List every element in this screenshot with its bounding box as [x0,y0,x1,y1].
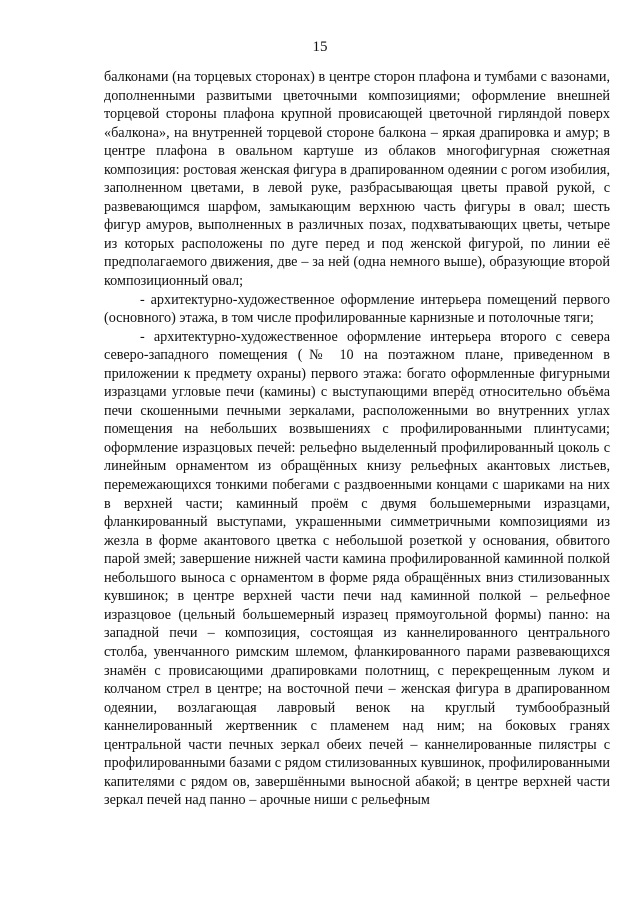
paragraph-first-floor-interior: - архитектурно-художественное оформление интерьера помещений первого (основного) этажа, в том числе профилированные карнизные и потолочные тяги; [104,291,610,327]
page-number: 15 [312,39,328,55]
paragraph-room-10-stoves: - архитектурно-художественное оформление интерьера второго с севера северо-западного помещения (№ 10 на поэтажном плане, приведенном в приложении к предмету охраны) первого этажа: богато оформленные фигурными изразцами угловые печи (камины) с выступающими вперёд относительно объёма печи скошенными печными зеркалами, расположенными во внутренних углах помещения на небольших возвышениях с профилированными плинтусами; оформление изразцовых печей: рельефно выделенный профилированный цоколь с линейным орнаментом из обращённых книзу рельефных акантовых листьев, перемежающихся тонкими побегами с раздвоенными концами с шариками на них в верхней части; каминный проём с двумя большемерными изразцами, фланкированный выступами, украшенными симметричными композициями из жезла в форме акантового цветка с небольшой розеткой у основания, обвитого парой змей; завершение нижней части камина профилированной каминной полкой небольшого выноса с орнаментом в форме ряда обращённых вниз стилизованных кувшинок; в центре верхней части печи над каминной полкой – рельефное изразцовое (цельный большемерный изразец прямоугольной формы) панно: на западной печи – композиция, состоящая из каннелированного центрального столба, увенчанного римским шлемом, фланкированного парами развевающихся знамён с провисающими драпировками полотнищ, с перекрещенным луком и колчаном стрел в центре; на восточной печи – женская фигура в драпированном одеянии, возлагающая лавровый венок на круглый тумбообразный каннелированный жертвенник с пламенем над ним; на боковых гранях центральной части печных зеркал обеих печей – каннелированные пилястры с профилированными базами с рядом стилизованных кувшинок, профилированными капителями с рядом ов, завершёнными выносной абакой; в центре верхней части зеркал печей над панно – арочные ниши с рельефным [104,328,610,809]
body-text [104,68,610,810]
paragraph-ceiling-description: балконами (на торцевых сторонах) в центре сторон плафона и тумбами с вазонами, дополненными развитыми цветочными композициями; оформление внешней торцевой стороны плафона крупной провисающей цветочной гирляндой поверх «балкона», на внутренней торцевой стороне балкона – яркая драпировка и амур; в центре плафона в овальном картуше из облаков многофигурная сюжетная композиция: ростовая женская фигура в драпированном одеянии с рогом изобилия, заполненном цветами, в левой руке, разбрасывающая цветы правой рукой, с развевающимся шарфом, замыкающим верхнюю часть фигуры в овал; шесть фигур амуров, выполненных в различных позах, подхватывающих цветы, четыре из которых расположены по дуге перед и под женской фигурой, по линии её предполагаемого движения, две – за ней (одна немного выше), образующие второй композиционный овал; [104,69,610,290]
